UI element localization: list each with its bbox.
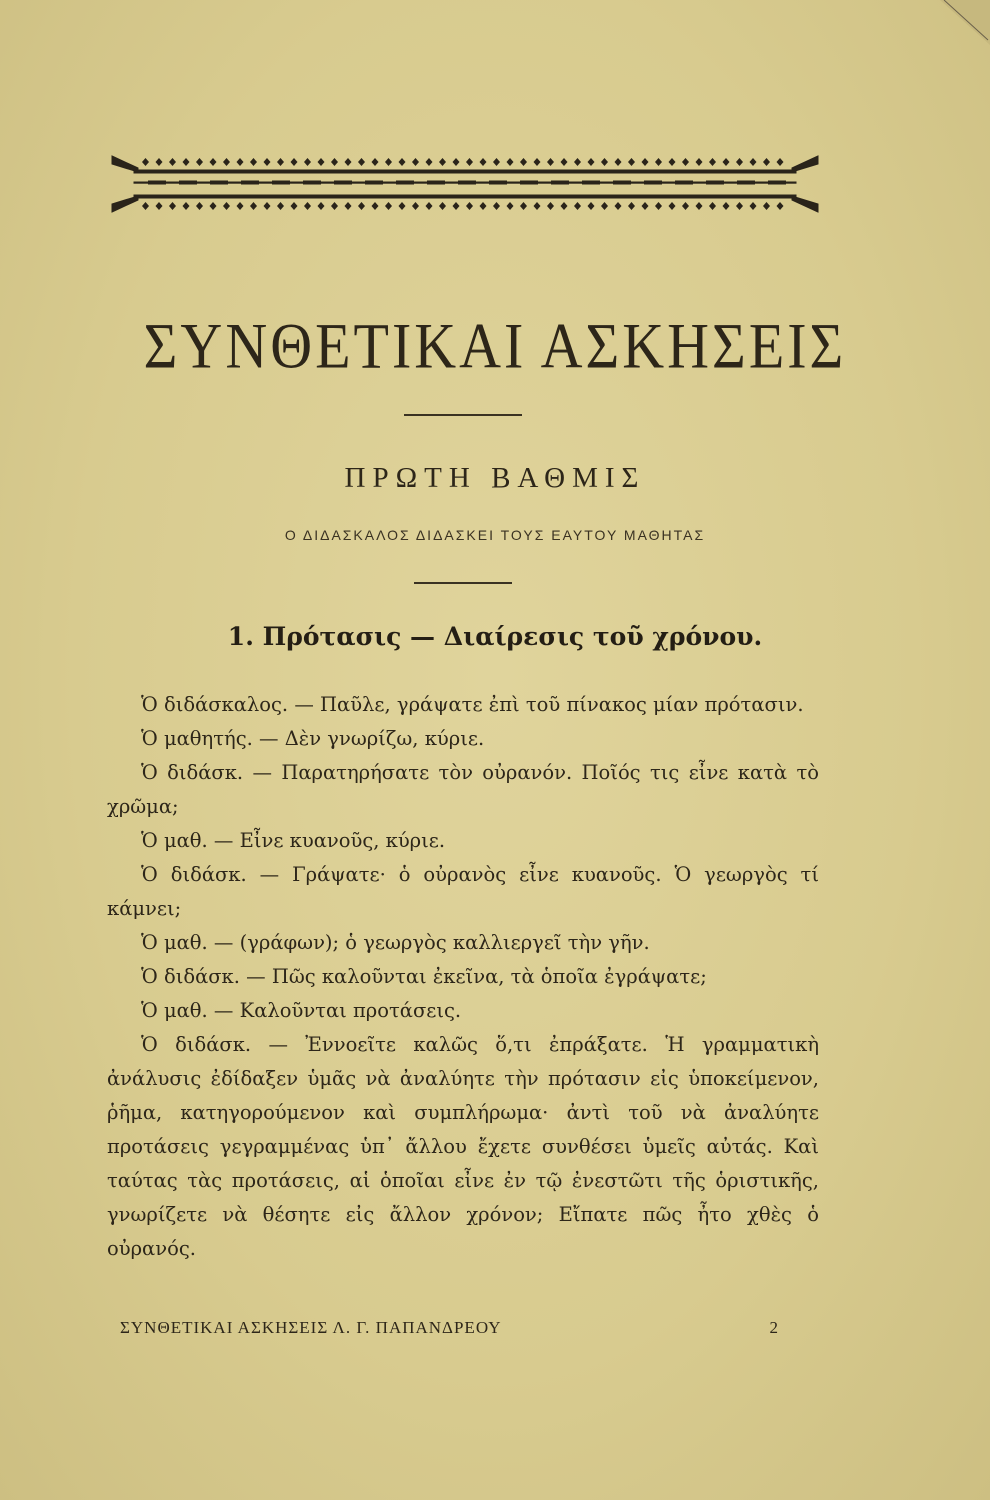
- sub-subtitle: Ο ΔΙΔΑΣΚΑΛΟΣ ΔΙΔΑΣΚΕΙ ΤΟΥΣ ΕΑΥΤΟΥ ΜΑΘΗΤΑΣ: [284, 527, 706, 543]
- dialogue-paragraph: Ὁ διδάσκ. — Γράψατε· ὁ οὐρανὸς εἶνε κυανοῦς. Ὁ γεωργὸς τί κάμνει;: [107, 863, 819, 920]
- page-number: 2: [769, 1318, 778, 1337]
- dialogue-paragraph: Ὁ διδάσκ. — Ἐννοεῖτε καλῶς ὅ,τι ἐπράξατε. Ἡ γραμματικὴ ἀνάλυσις ἐδίδαξεν ὑμᾶς νὰ ἀναλύητε τὴν πρότασιν εἰς ὑποκείμενον, ῥῆμα, κατηγορούμενον καὶ συμπλήρωμα· ἀντὶ τοῦ νὰ ἀναλύητε προτάσεις γεγραμμένας ὑπ᾽ ἄλλου ἔχετε συνθέσει ὑμεῖς αὐτάς. Καὶ ταύτας τὰς προτάσεις, αἱ ὁποῖαι εἶνε ἐν τῷ ἐνεστῶτι τῆς ὁριστικῆς, γνωρίζετε νὰ θέσητε εἰς ἄλλον χρόνον; Εἴπατε πῶς ἦτο χθὲς ὁ οὐρανός.: [107, 1033, 819, 1260]
- title-divider: [404, 414, 522, 416]
- dialogue-paragraph: Ὁ διδάσκαλος. — Παῦλε, γράψατε ἐπὶ τοῦ πίνακος μίαν πρότασιν.: [141, 693, 804, 716]
- dialogue-paragraph: Ὁ μαθ. — Εἶνε κυανοῦς, κύριε.: [141, 829, 446, 852]
- dialogue-paragraph: Ὁ μαθητής. — Δὲν γνωρίζω, κύριε.: [141, 727, 485, 750]
- dialogue-paragraph: Ὁ διδάσκ. — Πῶς καλοῦνται ἐκεῖνα, τὰ ὁποῖα ἐγράψατε;: [141, 965, 707, 988]
- footer-title: ΣΥΝΘΕΤΙΚΑΙ ΑΣΚΗΣΕΙΣ Λ. Γ. ΠΑΠΑΝΔΡΕΟΥ: [120, 1318, 502, 1337]
- body-text: [107, 688, 819, 1266]
- subtitle: ΠΡΩΤΗ ΒΑΘΜΙΣ: [344, 462, 646, 494]
- subtitle-divider: [414, 582, 512, 584]
- section-heading: 1. Πρότασις — Διαίρεσις τοῦ χρόνου.: [227, 622, 763, 651]
- dialogue-paragraph: Ὁ διδάσκ. — Παρατηρήσατε τὸν οὐρανόν. Ποῖός τις εἶνε κατὰ τὸ χρῶμα;: [107, 761, 819, 818]
- torn-corner-decoration: [930, 0, 990, 50]
- page-footer: [120, 1318, 800, 1338]
- dialogue-paragraph: Ὁ μαθ. — (γράφων); ὁ γεωργὸς καλλιεργεῖ τὴν γῆν.: [141, 931, 650, 954]
- page-title: ΣΥΝΘΕΤΙΚΑΙ ΑΣΚΗΣΕΙΣ: [143, 309, 847, 382]
- decorative-border-ornament: [108, 150, 822, 218]
- dialogue-paragraph: Ὁ μαθ. — Καλοῦνται προτάσεις.: [141, 999, 462, 1022]
